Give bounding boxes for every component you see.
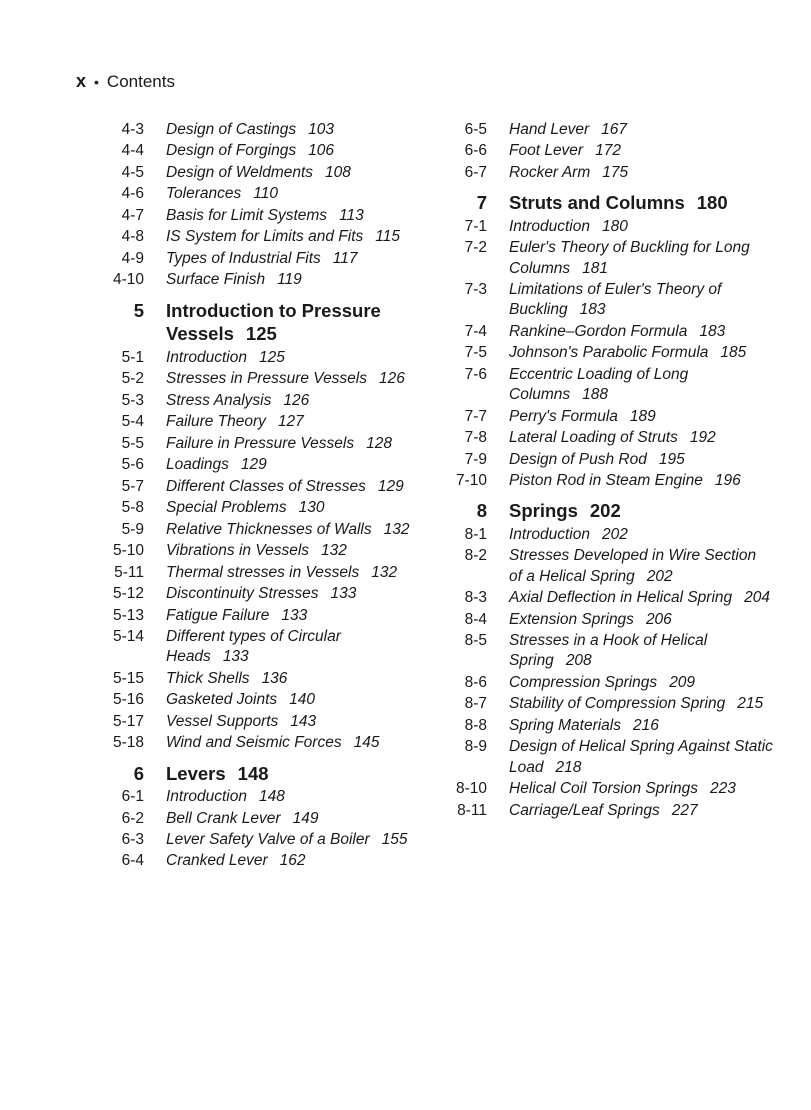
page-number: 133 [222,648,249,666]
toc-entry[interactable] [100,809,420,829]
page-number: 188 [582,386,609,404]
section-title: Gasketed Joints [166,691,278,709]
section-title: Design of Castings [166,121,297,138]
section-number: 4-4 [121,142,144,160]
section-number: 4-3 [121,121,144,138]
section-title: Stresses in a Hook of Helical Spring [509,632,708,670]
toc-entry[interactable] [443,588,773,608]
page-number: 196 [714,472,741,490]
page-number: 162 [279,852,306,870]
section-title: Stresses in Pressure Vessels [166,370,368,388]
page-number: 148 [259,788,285,806]
toc-chapter-heading[interactable] [100,762,420,786]
section-title: Fatigue Failure [166,606,270,624]
section-title: Design of Helical Spring Against Static Load [509,738,773,776]
toc-entry[interactable] [443,525,773,545]
page-number: 202 [646,567,673,585]
chapter-number: 7 [476,192,487,214]
chapter-title: Levers [166,762,226,784]
toc-entry[interactable] [443,428,773,448]
section-number: 5-9 [121,520,144,538]
section-title: Bell Crank Lever [166,809,281,827]
section-number: 8-6 [464,673,487,691]
toc-entry[interactable] [100,163,420,183]
section-number: 7-4 [464,322,487,340]
toc-entry[interactable] [100,206,420,226]
page-number: 209 [669,673,696,691]
page-number: 106 [308,142,334,160]
toc-entry[interactable] [100,348,420,368]
page-number: 208 [565,652,592,670]
toc-entry[interactable] [443,471,773,491]
page-number: 180 [696,192,728,214]
section-number: 6-2 [121,809,144,827]
toc-entry[interactable] [443,631,773,672]
page-number: 133 [281,606,308,624]
page-number: 223 [709,780,736,798]
page-number: 216 [633,716,659,734]
section-number: 5-18 [112,734,144,752]
toc-right-column [443,120,773,822]
section-title: Spring Materials [509,716,621,734]
section-title: Vessel Supports [166,712,279,730]
chapter-title: Introduction to Pressure Vessels [166,299,381,345]
section-number: 5-7 [121,477,144,495]
section-number: 5-8 [121,499,144,517]
toc-entry[interactable] [100,830,420,850]
page-number: 127 [277,413,304,431]
page-number: 130 [298,499,325,517]
page-number: 148 [237,762,269,784]
section-title: Thermal stresses in Vessels [166,563,360,581]
section-number: 7-1 [464,217,487,235]
section-title: Types of Industrial Fits [166,249,321,267]
chapter-title: Springs [509,500,578,522]
page-number: 155 [381,830,408,848]
section-number: 5-17 [112,712,144,730]
page-number: 108 [325,163,351,181]
toc-entry[interactable] [100,733,420,753]
section-number: 8-7 [464,695,487,713]
toc-chapter-heading[interactable] [443,191,773,215]
section-number: 7-2 [464,239,487,257]
page-number: 115 [375,228,400,246]
section-number: 6-1 [121,788,144,806]
section-number: 5-11 [114,563,144,581]
section-number: 5-10 [112,542,144,560]
page-number: 125 [259,348,285,366]
toc-entry[interactable] [100,184,420,204]
page-number: 183 [579,301,606,319]
section-title: Hand Lever [509,121,590,138]
toc-entry[interactable] [443,737,773,778]
chapter-number: 8 [476,500,487,522]
toc-entry[interactable] [443,801,773,821]
page-number: 206 [645,610,672,628]
section-number: 5-13 [112,606,144,624]
chapter-number: 6 [133,762,144,784]
section-number: 8-1 [464,525,487,543]
page-number: 132 [321,542,347,560]
section-title: Rocker Arm [509,163,591,181]
section-number: 5-15 [112,669,144,687]
header-bullet: • [94,73,99,90]
section-title: Introduction [166,788,247,806]
section-title: Design of Push Rod [509,450,647,468]
section-title: Eccentric Loading of Long Columns [509,365,689,404]
section-title: Different types of Circular Heads [166,627,341,666]
section-title: Tolerances [166,185,242,203]
section-number: 8-2 [464,547,487,565]
section-title: Different Classes of Stresses [166,477,366,495]
section-title: Introduction [509,525,590,543]
page-number: 145 [353,734,380,752]
section-number: 7-7 [464,407,487,425]
toc-entry[interactable] [443,779,773,799]
page-number: 125 [245,323,277,345]
page-number: 181 [582,259,609,277]
toc-entry[interactable] [100,520,420,540]
page-number: 172 [595,142,621,160]
page-number: 132 [383,520,410,538]
toc-entry[interactable] [443,217,773,237]
toc-entry[interactable] [100,563,420,583]
section-number: 8-10 [455,780,487,798]
toc-entry[interactable] [443,365,773,406]
page-number: 204 [744,589,771,607]
section-title: Failure in Pressure Vessels [166,434,355,452]
page-number: 140 [289,691,316,709]
toc-entry[interactable] [443,322,773,342]
section-title: Extension Springs [509,610,634,628]
section-number: 7-8 [464,429,487,447]
toc-entry[interactable] [100,627,420,668]
page-number: 183 [699,322,726,340]
section-number: 7-5 [464,344,487,362]
page-number: 128 [366,434,392,452]
section-title: Relative Thicknesses of Walls [166,520,372,538]
toc-entry[interactable] [100,227,420,247]
page-number: 133 [330,585,357,603]
chapter-title: Struts and Columns [509,192,685,214]
section-title: Design of Weldments [166,163,314,181]
toc-entry[interactable] [100,851,420,871]
section-number: 6-4 [121,852,144,870]
page-number: 215 [737,695,764,713]
page-number: 117 [332,249,358,267]
toc-entry[interactable] [443,343,773,363]
toc-entry[interactable] [100,669,420,689]
section-title: Failure Theory [166,413,266,431]
section-title: Rankine–Gordon Formula [509,322,688,340]
toc-entry[interactable] [100,120,420,140]
page-number: 180 [602,217,628,235]
section-title: Design of Forgings [166,142,297,160]
page-number: 103 [308,121,334,138]
section-title: Basis for Limit Systems [166,206,328,224]
toc-entry[interactable] [100,712,420,732]
section-title: Special Problems [166,499,287,517]
section-title: Surface Finish [166,271,266,289]
section-title: Stresses Developed in Wire Section of a Helical Spring [509,547,757,585]
toc-entry[interactable] [443,673,773,693]
toc-chapter-heading[interactable] [100,299,420,346]
toc-entry[interactable] [100,541,420,561]
section-number: 7-6 [464,365,487,383]
page-number: 126 [283,391,310,409]
toc-entry[interactable] [100,606,420,626]
section-number: 4-5 [121,163,144,181]
page-number: 202 [602,525,628,543]
page-number: 132 [371,563,398,581]
page-number: 149 [292,809,319,827]
section-title: Foot Lever [509,142,584,160]
toc-entry[interactable] [443,120,773,140]
toc-entry[interactable] [443,238,773,279]
page-header [76,71,175,92]
section-number: 6-3 [121,830,144,848]
toc-entry[interactable] [443,716,773,736]
toc-entry[interactable] [443,610,773,630]
toc-entry[interactable] [100,391,420,411]
section-title: Loadings [166,456,229,474]
section-number: 8-9 [464,738,487,756]
section-number: 4-10 [112,271,144,289]
section-number: 8-8 [464,716,487,734]
section-number: 5-1 [121,348,144,366]
page-number: 167 [601,121,628,138]
toc-entry[interactable] [100,434,420,454]
section-number: 5-14 [112,627,144,645]
page-number: 227 [671,801,698,819]
section-title: Limitations of Euler's Theory of Buckling [509,281,722,319]
toc-entry[interactable] [100,249,420,269]
toc-entry[interactable] [100,690,420,710]
section-title: Piston Rod in Steam Engine [509,472,703,490]
toc-left-column [100,120,420,873]
section-number: 5-6 [121,456,144,474]
section-title: IS System for Limits and Fits [166,228,364,246]
section-number: 7-3 [464,281,487,299]
section-title: Lateral Loading of Struts [509,429,678,447]
section-number: 5-5 [121,434,144,452]
toc-entry[interactable] [100,412,420,432]
toc-entry[interactable] [100,369,420,389]
toc-entry[interactable] [100,141,420,161]
toc-entry[interactable] [443,280,773,321]
toc-chapter-heading[interactable] [443,499,773,523]
section-number: 5-16 [112,691,144,709]
page-number: 218 [555,758,582,776]
page-number: 113 [339,206,364,224]
section-title: Introduction [166,348,247,366]
toc-entry[interactable] [100,787,420,807]
toc-entry[interactable] [443,407,773,427]
page-number: 175 [602,163,629,181]
toc-entry[interactable] [100,477,420,497]
section-title: Stability of Compression Spring [509,695,726,713]
section-number: 6-6 [464,142,487,160]
section-title: Perry's Formula [509,407,618,425]
section-number: 8-3 [464,589,487,607]
toc-entry[interactable] [100,455,420,475]
section-number: 8-4 [464,610,487,628]
page-number: 202 [589,500,621,522]
section-title: Euler's Theory of Buckling for Long Columns [509,239,750,277]
toc-entry[interactable] [443,141,773,161]
section-number: 7-10 [455,472,487,490]
page-number: 126 [379,370,405,388]
section-number: 5-3 [121,391,144,409]
page-number: 189 [629,407,656,425]
toc-entry[interactable] [100,584,420,604]
section-title: Lever Safety Valve of a Boiler [166,830,370,848]
section-number: 6-5 [464,121,487,138]
section-number: 4-7 [121,206,144,224]
section-title: Cranked Lever [166,852,268,870]
page-number: 143 [290,712,317,730]
section-number: 4-6 [121,185,144,203]
page-number: 119 [277,271,302,289]
section-title: Stress Analysis [166,391,272,409]
section-number: 5-12 [112,585,144,603]
section-title: Helical Coil Torsion Springs [509,780,698,798]
page-number: 110 [253,185,278,203]
toc-entry[interactable] [100,270,420,290]
section-number: 5-4 [121,413,144,431]
page-number: 192 [689,429,716,447]
section-title: Compression Springs [509,673,658,691]
section-number: 5-2 [121,370,144,388]
section-title: Johnson's Parabolic Formula [509,344,709,362]
section-number: 4-9 [121,249,144,267]
toc-entry[interactable] [443,546,773,587]
section-title: Thick Shells [166,669,250,687]
toc-entry[interactable] [100,498,420,518]
page-folio: x [76,71,87,91]
page-number: 136 [261,669,288,687]
section-title: Carriage/Leaf Springs [509,801,660,819]
section-number: 4-8 [121,228,144,246]
section-title: Discontinuity Stresses [166,585,319,603]
section-number: 6-7 [464,163,487,181]
page-number: 129 [377,477,404,495]
section-title: Vibrations in Vessels [166,542,310,560]
header-title: Contents [106,71,175,91]
toc-entry[interactable] [443,450,773,470]
section-number: 7-9 [464,450,487,468]
toc-entry[interactable] [443,163,773,183]
section-title: Introduction [509,217,590,235]
section-number: 8-11 [457,801,487,819]
page-number: 195 [658,450,685,468]
section-title: Wind and Seismic Forces [166,734,342,752]
toc-entry[interactable] [443,694,773,714]
section-title: Axial Deflection in Helical Spring [509,589,733,607]
page-number: 185 [720,344,747,362]
section-number: 8-5 [464,632,487,650]
page-number: 129 [240,456,267,474]
chapter-number: 5 [133,299,144,321]
